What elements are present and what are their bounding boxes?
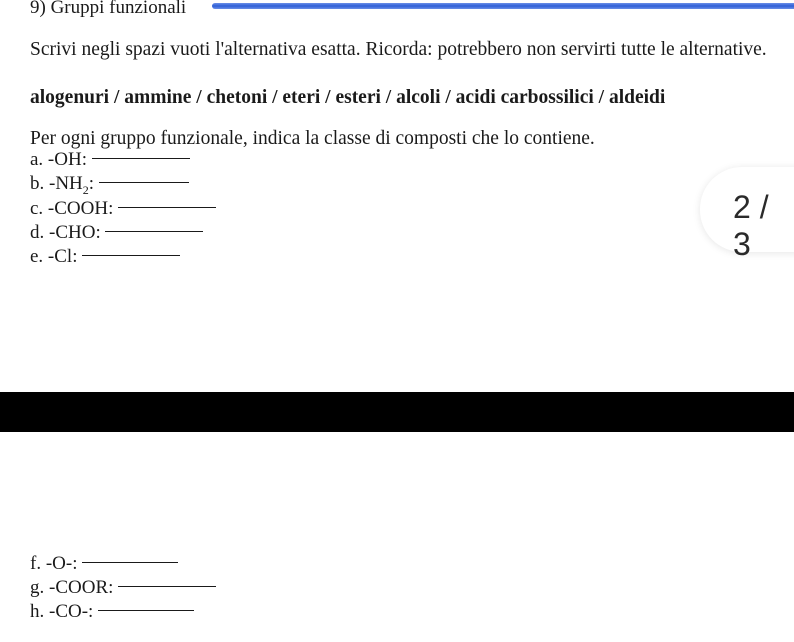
question-d <box>30 222 203 244</box>
question-e <box>30 246 180 268</box>
question-f <box>30 553 178 575</box>
question-h-label: h. -CO-: <box>30 601 94 622</box>
page-indicator: 2 / 3 <box>733 189 769 262</box>
answer-options: alogenuri / ammine / chetoni / eteri / esteri / alcoli / acidi carbossilici / aldeidi <box>30 87 666 108</box>
question-b-label: b. $-NH_2$: <box>30 173 95 197</box>
header-rule <box>212 3 794 9</box>
answer-blank-c <box>118 207 216 208</box>
question-a-label: a. -OH: <box>30 149 87 170</box>
page-separator <box>0 392 794 432</box>
intro-text: Per ogni gruppo funzionale, indica la classe di composti che lo contiene. <box>30 128 595 149</box>
question-a <box>30 149 190 171</box>
section-title: 9) Gruppi funzionali <box>30 0 187 18</box>
question-f-label: f. -O-: <box>30 553 78 574</box>
question-g <box>30 577 216 599</box>
answer-blank-b <box>99 182 189 183</box>
answer-blank-e <box>82 255 180 256</box>
question-e-label: e. -Cl: <box>30 246 78 267</box>
answer-blank-a <box>92 158 190 159</box>
answer-blank-h <box>98 610 194 611</box>
answer-blank-d <box>105 231 203 232</box>
question-c <box>30 198 216 220</box>
question-b <box>30 173 189 198</box>
question-h <box>30 601 194 623</box>
answer-blank-g <box>118 586 216 587</box>
question-c-label: c. -COOH: <box>30 198 114 219</box>
answer-blank-f <box>82 562 178 563</box>
question-g-label: g. -COOR: <box>30 577 114 598</box>
instructions-text: Scrivi negli spazi vuoti l'alternativa esatta. Ricorda: potrebbero non servirti tutte le alternative. <box>30 39 767 60</box>
question-d-label: d. -CHO: <box>30 222 101 243</box>
